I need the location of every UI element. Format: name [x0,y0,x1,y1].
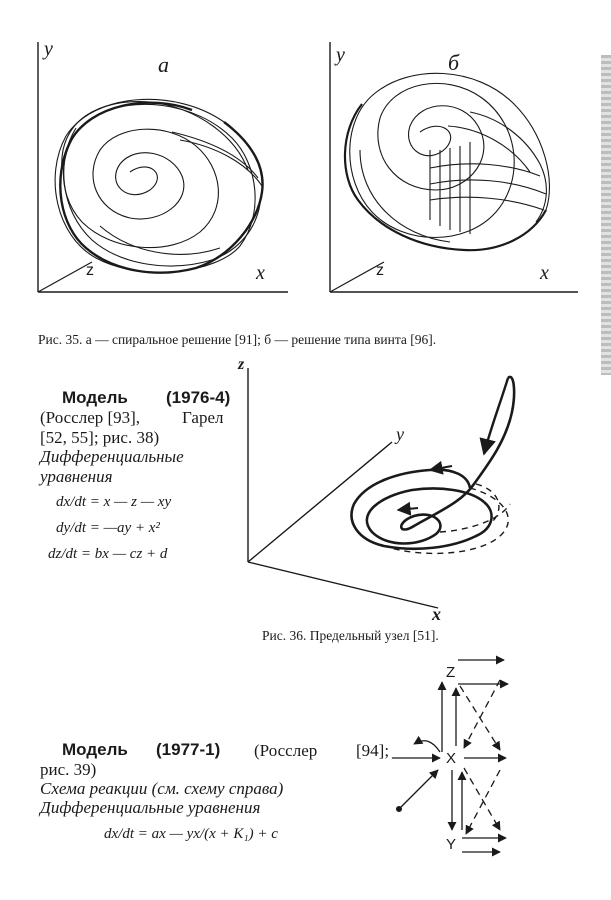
model2-subhead: Дифференциальные уравнения [40,798,261,817]
model2-code: (1977-1) [156,740,221,759]
scheme-node-y: Y [446,836,457,853]
panel-a-x-label: x [256,262,265,284]
model1-subhead: Дифференциальные уравнения [40,447,184,486]
panel-b-z-label: z [376,262,384,279]
figure35-panel-b [330,42,578,292]
fig36-y-axis [248,442,392,562]
scheme-node-x: X [446,750,457,767]
fig36-x-label: x [432,604,441,624]
spiral-attractor-a [55,99,262,272]
model1-equation-3: dz/dt = bx — cz + d [48,546,168,562]
figure36-caption: Рис. 36. Предельный узел [51]. [262,628,439,643]
model2-figure-ref: рис. 39) [40,760,97,779]
scheme-arrow-source-to-x [400,770,438,808]
panel-a-z-axis [38,262,92,292]
screw-attractor-b [345,73,549,250]
model1-ref-line-b: Гарел [182,408,224,427]
panel-a-z-label: z [86,262,94,279]
model1-figure-ref: [52, 55]; рис. 38) [40,428,160,447]
panel-a-letter: а [158,52,169,77]
figure35-caption: Рис. 35. а — спиральное решение [91]; б — решение типа винта [96]. [38,332,437,347]
fig36-x-axis [248,562,438,608]
panel-b-y-label: y [336,44,345,66]
scheme-arrow-autocatalytic [414,741,440,752]
trajectory-arrow-1 [484,378,508,454]
model1-equation-1: dx/dt = x — z — xy [56,494,172,510]
panel-a-y-label: y [44,38,53,60]
model2-ref-num: [94]; [356,741,390,760]
panel-b-x-label: x [540,262,549,284]
panel-b-letter: б [448,50,460,75]
fig36-z-label: z [238,356,245,373]
model2-title: Модель [62,740,128,759]
model2-reaction-scheme-note: Схема реакции (см. схему справа) [40,779,284,798]
limit-node-trajectory [352,377,515,549]
fig36-y-label: y [396,424,404,444]
trajectory-arrow-3 [398,508,418,510]
scheme-source-dot [397,807,402,812]
scheme-node-z: Z [446,664,456,681]
figure36-diagram [248,368,514,608]
model2-ref: (Росслер [254,741,318,760]
model1-code: (1976-4) [166,388,231,407]
model1-equation-2: dy/dt = —ay + x² [56,520,160,536]
model2-equation-1: dx/dt = ax — yx/(x + K₁) + c [104,826,278,842]
figure35-panel-a [38,42,288,292]
model1-ref-line: (Росслер [93], [40,408,141,427]
scheme-dashed-crossing [460,680,500,834]
model1-title: Модель [62,388,128,407]
